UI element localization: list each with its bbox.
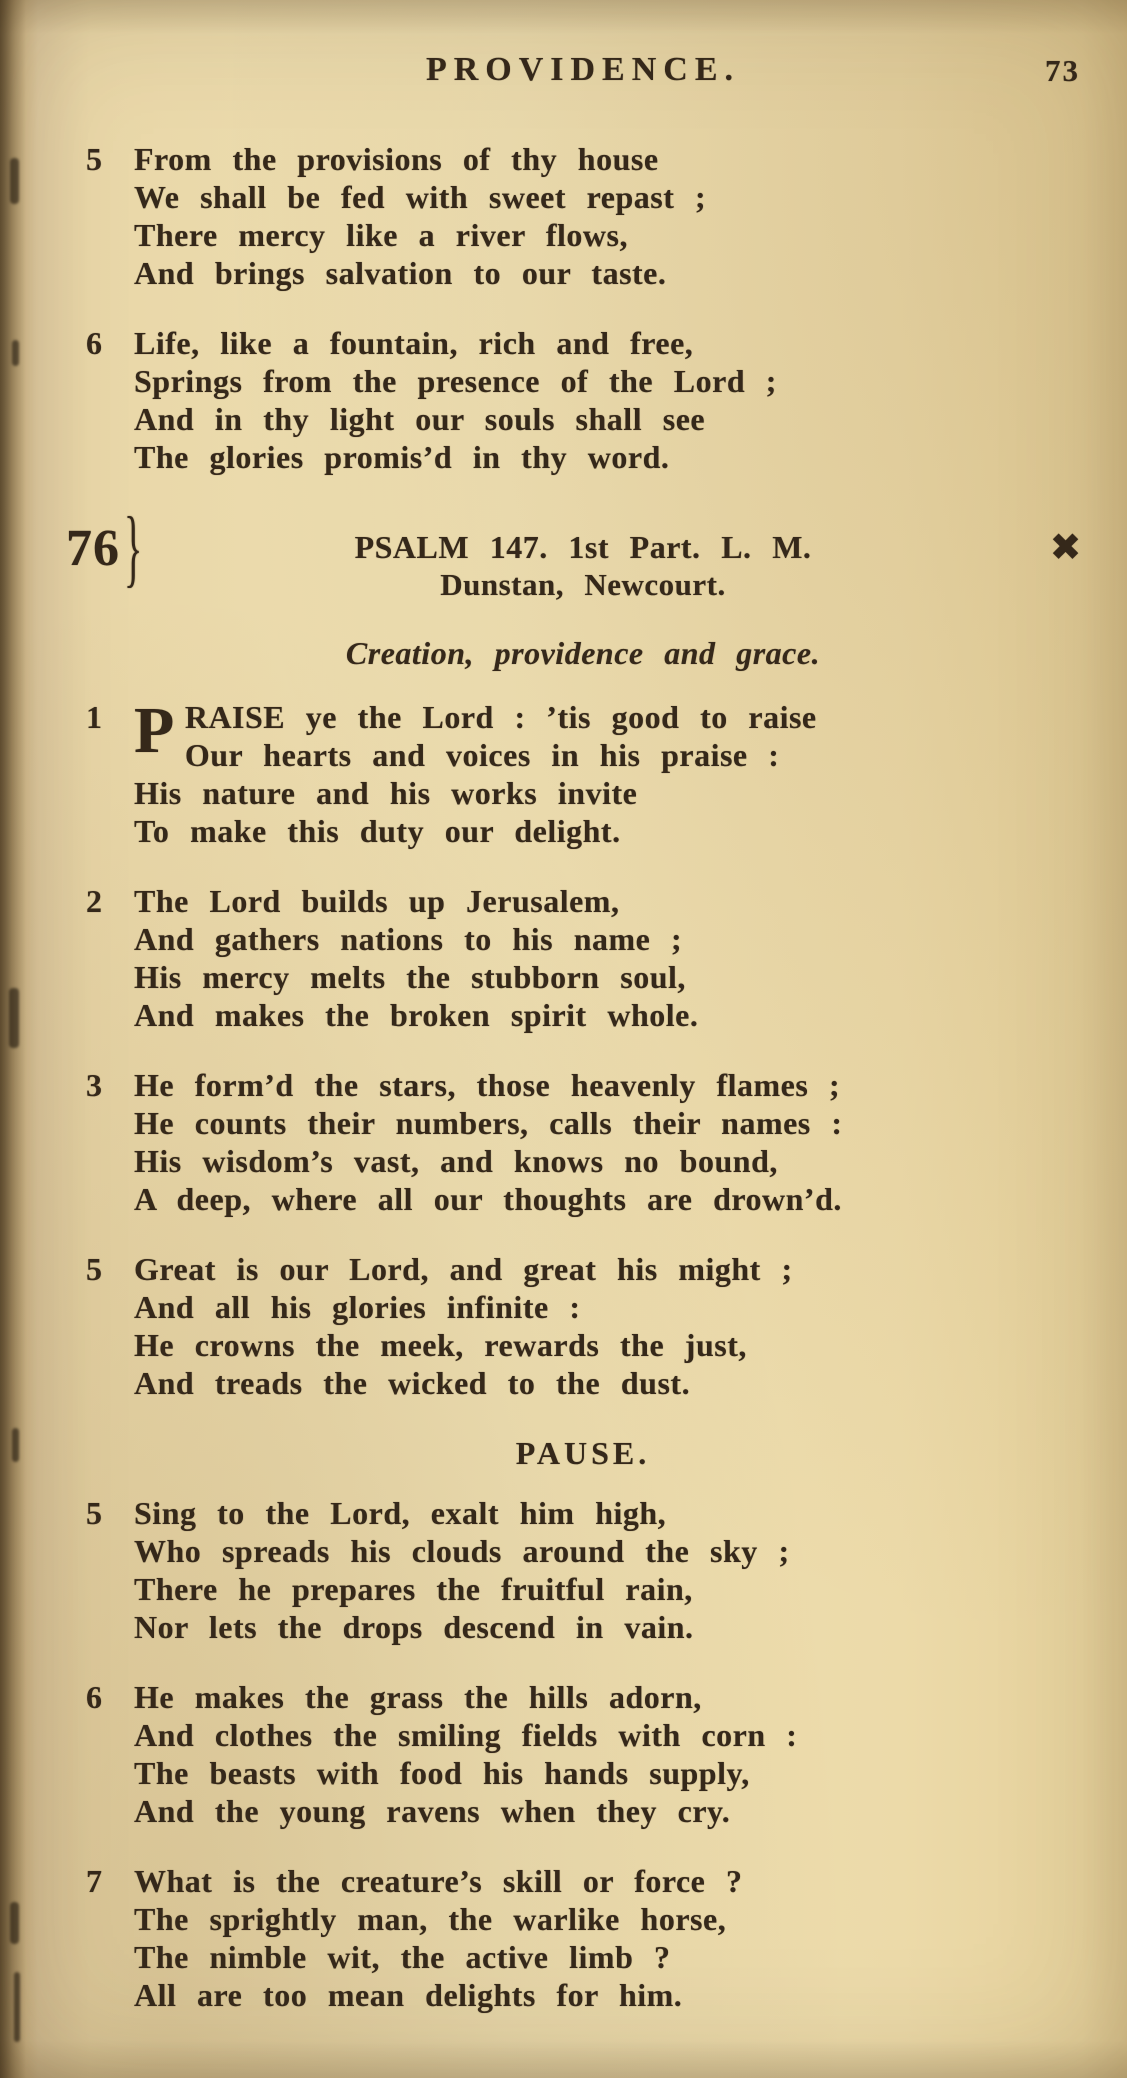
stanza — [86, 1250, 1080, 1402]
page-edge-smudge — [9, 988, 19, 1048]
hymn-number: 76 — [66, 520, 120, 577]
verse-line: What is the creature’s skill or force ? — [134, 1863, 743, 1899]
verse-line: Life, like a fountain, rich and free, — [134, 325, 694, 361]
stanza-number: 6 — [86, 1679, 103, 1715]
hymn-number-group — [66, 500, 143, 598]
stanza — [86, 694, 1080, 850]
stanza-number: 5 — [86, 1495, 103, 1531]
stanza-lines — [134, 1066, 1080, 1218]
verse-line: And all his glories infinite : — [134, 1289, 581, 1325]
stanza-lines — [134, 324, 1080, 476]
stanza-lines — [134, 1678, 1080, 1830]
stanza-lines — [134, 1250, 1080, 1402]
verse-line: And gathers nations to his name ; — [134, 921, 683, 957]
page-edge-smudge — [12, 1428, 19, 1462]
stanza-number: 1 — [86, 699, 103, 735]
verse-line: His mercy melts the stubborn soul, — [134, 959, 686, 995]
drop-cap: P — [134, 694, 175, 767]
verse-line: And the young ravens when they cry. — [134, 1793, 731, 1829]
verse-line: Our hearts and voices in his praise : — [184, 737, 780, 773]
brace-glyph: } — [124, 500, 143, 598]
stanza-number: 5 — [86, 141, 103, 177]
verse-line: The beasts with food his hands supply, — [134, 1755, 750, 1791]
stanza-number: 2 — [86, 883, 103, 919]
verse-line: He form’d the stars, those heavenly flames ; — [134, 1067, 841, 1103]
verse-line: And in thy light our souls shall see — [134, 401, 706, 437]
verse-line: His nature and his works invite — [134, 775, 638, 811]
page-title: PROVIDENCE. — [425, 51, 741, 88]
verse-line: Who spreads his clouds around the sky ; — [134, 1533, 790, 1569]
verse-line: He makes the grass the hills adorn, — [134, 1679, 702, 1715]
stanza-lines — [134, 140, 1080, 292]
page-edge-smudge — [10, 158, 19, 204]
page-edge-smudge — [14, 1972, 20, 2042]
verse-line: He counts their numbers, calls their names : — [134, 1105, 843, 1141]
stanza-lines — [134, 694, 1080, 850]
verse-line: Sing to the Lord, exalt him high, — [134, 1495, 667, 1531]
pre-hymn-stanzas — [86, 140, 1080, 476]
running-header — [86, 50, 1080, 94]
page-edge-smudge — [12, 340, 19, 366]
tune-names: Dunstan, Newcourt. — [440, 567, 726, 602]
stanza-number: 5 — [86, 1251, 103, 1287]
verse-line: RAISE ye the Lord : ’tis good to raise — [184, 699, 817, 735]
verse-line: And makes the broken spirit whole. — [134, 997, 699, 1033]
verse-line: From the provisions of thy house — [134, 141, 659, 177]
verse-line: A deep, where all our thoughts are drown’d. — [134, 1181, 842, 1217]
stanza — [86, 1678, 1080, 1830]
printer-mark-icon: ✖ — [1049, 525, 1082, 569]
verse-line: And clothes the smiling fields with corn : — [134, 1717, 798, 1753]
hymn-heading — [66, 500, 1082, 624]
stanza — [86, 1066, 1080, 1218]
page-number: 73 — [1045, 53, 1080, 88]
verse-line: The glories promis’d in thy word. — [134, 439, 670, 475]
page-edge-smudge — [10, 1902, 19, 1944]
verse-line: There he prepares the fruitful rain, — [134, 1571, 693, 1607]
verse-line: He crowns the meek, rewards the just, — [134, 1327, 747, 1363]
verse-line: We shall be fed with sweet repast ; — [134, 179, 707, 215]
stanza — [86, 324, 1080, 476]
post-pause-stanzas — [86, 1494, 1080, 2014]
hymn-subtitle: Creation, providence and grace. — [345, 635, 821, 671]
verse-line: All are too mean delights for him. — [134, 1977, 683, 2013]
hymn-title-lines — [86, 525, 1082, 604]
verse-line: Springs from the presence of the Lord ; — [134, 363, 777, 399]
verse-line: And brings salvation to our taste. — [134, 255, 667, 291]
pause-heading: PAUSE. — [515, 1435, 651, 1471]
stanza-number: 3 — [86, 1067, 103, 1103]
stanza-lines — [134, 1494, 1080, 1646]
verse-line: The nimble wit, the active limb ? — [134, 1939, 671, 1975]
verse-line: The sprightly man, the warlike horse, — [134, 1901, 727, 1937]
verse-line: To make this duty our delight. — [134, 813, 621, 849]
stanza — [86, 1862, 1080, 2014]
verse-line: The Lord builds up Jerusalem, — [134, 883, 620, 919]
verse-line: His wisdom’s vast, and knows no bound, — [134, 1143, 778, 1179]
verse-line: There mercy like a river flows, — [134, 217, 628, 253]
stanza — [86, 882, 1080, 1034]
verse-line: And treads the wicked to the dust. — [134, 1365, 691, 1401]
stanza-lines — [134, 1862, 1080, 2014]
stanza — [86, 140, 1080, 292]
stanza-number: 6 — [86, 325, 103, 361]
verse-line: Great is our Lord, and great his might ; — [134, 1251, 793, 1287]
hymn-stanzas — [86, 694, 1080, 1402]
stanza-lines — [134, 882, 1080, 1034]
page-content — [66, 50, 1082, 2046]
stanza — [86, 1494, 1080, 1646]
psalm-title: PSALM 147. 1st Part. L. M. — [354, 529, 812, 565]
verse-line: Nor lets the drops descend in vain. — [134, 1609, 694, 1645]
stanza-number: 7 — [86, 1863, 103, 1899]
